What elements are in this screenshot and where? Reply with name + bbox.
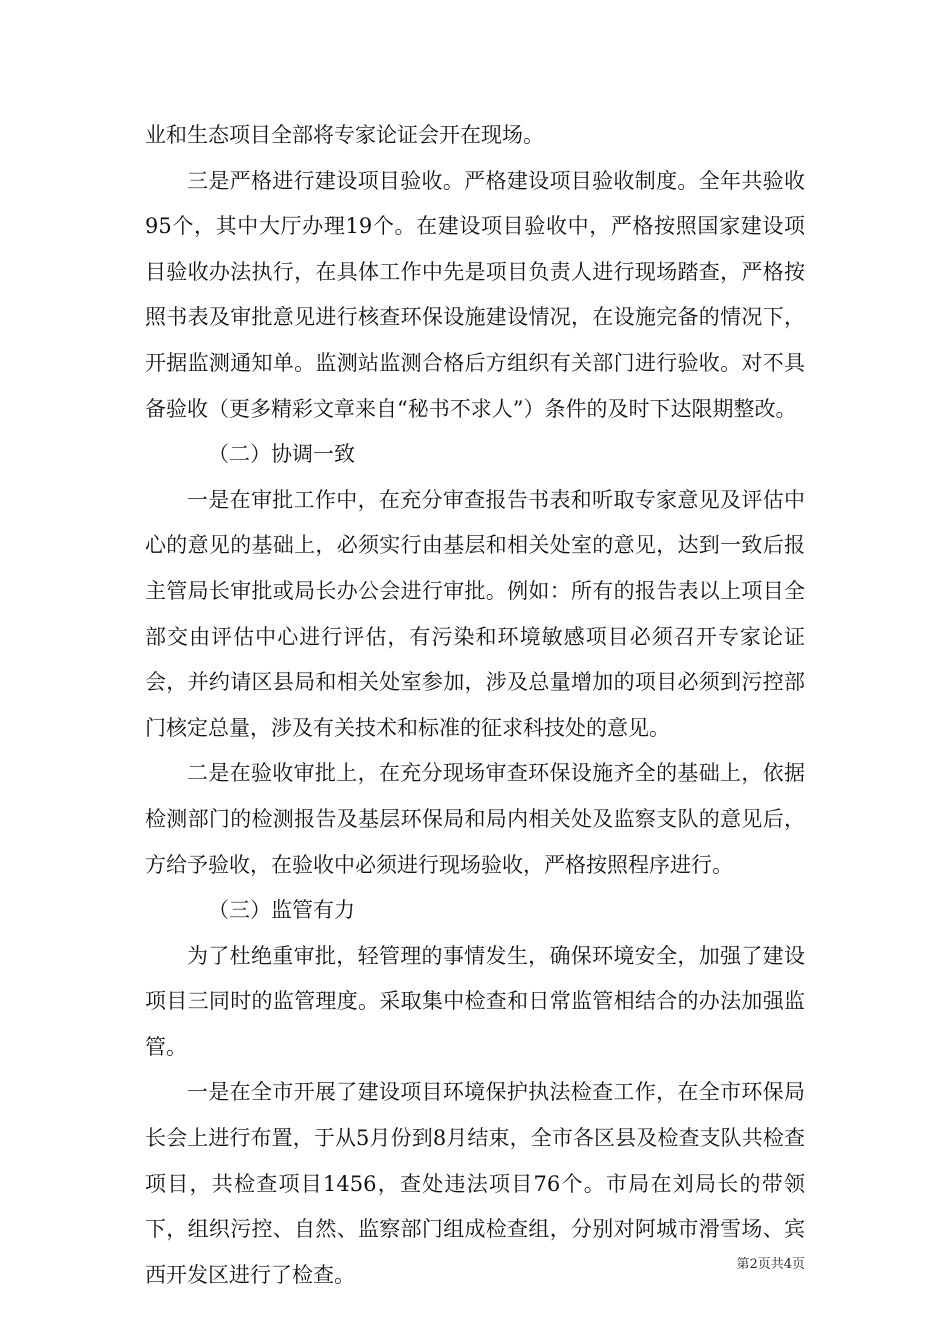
paragraph-acceptance-approval: 二是在验收审批上，在充分现场审查环保设施齐全的基础上，依据检测部门的检测报告及基层环保局和局内相关处及监察支队的意见后，方给予验收，在验收中必须进行现场验收，严格按照程序进行。 <box>145 761 805 877</box>
paragraph-approval-work: 一是在审批工作中，在充分审查报告书表和听取专家意见及评估中心的意见的基础上，必须实行由基层和相关处室的意见，达到一致后报主管局长审批或局长办公会进行审批。例如：所有的报告表以上项目全部交由评估中心进行评估，有污染和环境敏感项目必须召开专家论证会，并约请区县局和相关处室参加，涉及总量增加的项目必须到污控部门核定总量，涉及有关技术和标准的征求科技处的意见。 <box>145 487 805 740</box>
section-heading-supervision: （三）监管有力 <box>208 898 355 923</box>
paragraph-continuation: 业和生态项目全部将专家论证会开在现场。 <box>145 123 544 147</box>
page-number-footer: 第2页共4页 <box>736 1257 805 1272</box>
section-heading-coordination: （二）协调一致 <box>208 442 355 467</box>
paragraph-acceptance: 三是严格进行建设项目验收。严格建设项目验收制度。全年共验收95个，其中大厅办理19个。在建设项目验收中，严格按照国家建设项目验收办法执行，在具体工作中先是项目负责人进行现场踏查，严格按照书表及审批意见进行核查环保设施建设情况，在设施完备的情况下，开据监测通知单。监测站监测合格后方组织有关部门进行验收。对不具备验收（更多精彩文章来自“秘书不求人”）条件的及时下达限期整改。 <box>145 168 805 421</box>
document-body <box>145 113 805 1298</box>
paragraph-supervision-intro: 为了杜绝重审批，轻管理的事情发生，确保环境安全，加强了建设项目三同时的监管理度。采取集中检查和日常监管相结合的办法加强监管。 <box>145 943 805 1059</box>
paragraph-law-enforcement-inspection: 一是在全市开展了建设项目环境保护执法检查工作，在全市环保局长会上进行布置，于从5月份到8月结束，全市各区县及检查支队共检查项目，共检查项目1456，查处违法项目76个。市局在刘局长的带领下，组织污控、自然、监察部门组成检查组，分别对阿城市滑雪场、宾西开发区进行了检查。 <box>145 1080 805 1287</box>
